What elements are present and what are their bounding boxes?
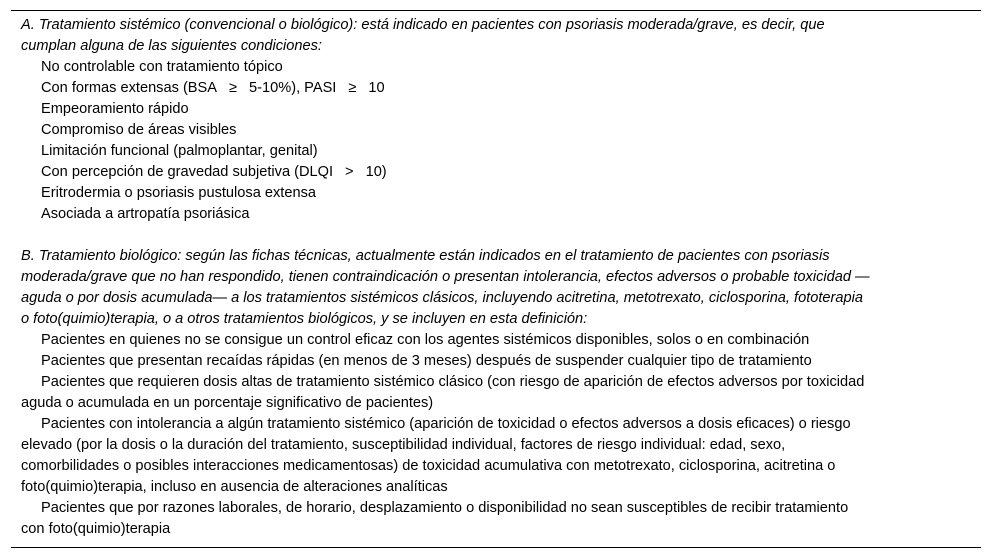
criterion-item: Pacientes con intolerancia a algún tratamiento sistémico (aparición de toxicidad o efectos adversos a dosis eficaces) o riesgo [41,416,851,432]
criterion-item: Eritrodermia o psoriasis pustulosa extensa [41,185,316,201]
criterion-item-continuation: foto(quimio)terapia, incluso en ausencia de alteraciones analíticas [21,479,448,495]
criterion-item: Asociada a artropatía psoriásica [41,206,250,222]
criteria-table [11,10,981,548]
criterion-text: 10) [365,164,387,180]
criterion-item: Pacientes que presentan recaídas rápidas (en menos de 3 meses) después de suspender cualquier tipo de tratamiento [41,353,812,369]
criterion-item: Compromiso de áreas visibles [41,122,237,138]
section-a [21,15,971,225]
criterion-item-continuation: con foto(quimio)terapia [21,521,171,537]
criterion-item-continuation: aguda o acumulada en un porcentaje significativo de pacientes) [21,395,434,411]
criterion-item: Empeoramiento rápido [41,101,189,117]
section-spacer [21,225,971,246]
section-b [21,246,971,540]
section-b-heading-line: B. Tratamiento biológico: según las fichas técnicas, actualmente están indicados en el tratamiento de pacientes con psoriasis [21,248,830,264]
criterion-item: No controlable con tratamiento tópico [41,59,283,75]
criterion-text: Con percepción de gravedad subjetiva (DLQI [41,164,334,180]
section-a-heading-line: A. Tratamiento sistémico (convencional o biológico): está indicado en pacientes con psoriasis moderada/grave, es decir, que [21,17,825,33]
criterion-item [21,162,971,183]
criterion-item: Pacientes que por razones laborales, de horario, desplazamiento o disponibilidad no sean susceptibles de recibir tratamiento [41,500,849,516]
criterion-item: Limitación funcional (palmoplantar, genital) [41,143,318,159]
criterion-item: Pacientes en quienes no se consigue un control eficaz con los agentes sistémicos disponibles, solos o en combinación [41,332,810,348]
gt-symbol: > [345,164,354,180]
section-b-heading-line: moderada/grave que no han respondido, tienen contraindicación o presentan intolerancia, efectos adversos o probable toxicidad — [21,269,870,285]
section-b-heading-line: o foto(quimio)terapia, o a otros tratamientos biológicos, y se incluyen en esta definición: [21,311,588,327]
criterion-item: Pacientes que requieren dosis altas de tratamiento sistémico clásico (con riesgo de aparición de efectos adversos por toxicidad [41,374,865,390]
criterion-text: 5-10%), PASI [249,80,337,96]
criterion-item [21,78,971,99]
criterion-text: Con formas extensas (BSA [41,80,218,96]
criterion-item-continuation: elevado (por la dosis o la duración del tratamiento, susceptibilidad individual, factores de riesgo individual: edad, sexo, [21,437,786,453]
geq-symbol: ≥ [229,80,238,96]
criterion-item-continuation: comorbilidades o posibles interacciones medicamentosas) de toxicidad acumulativa con metotrexato, ciclosporina, acitretina o [21,458,836,474]
section-b-heading-line: aguda o por dosis acumulada— a los tratamientos sistémicos clásicos, incluyendo acitretina, metotrexato, ciclosporina, fototerapia [21,290,863,306]
geq-symbol: ≥ [348,80,357,96]
section-a-heading-line: cumplan alguna de las siguientes condiciones: [21,38,322,54]
criterion-text: 10 [368,80,385,96]
